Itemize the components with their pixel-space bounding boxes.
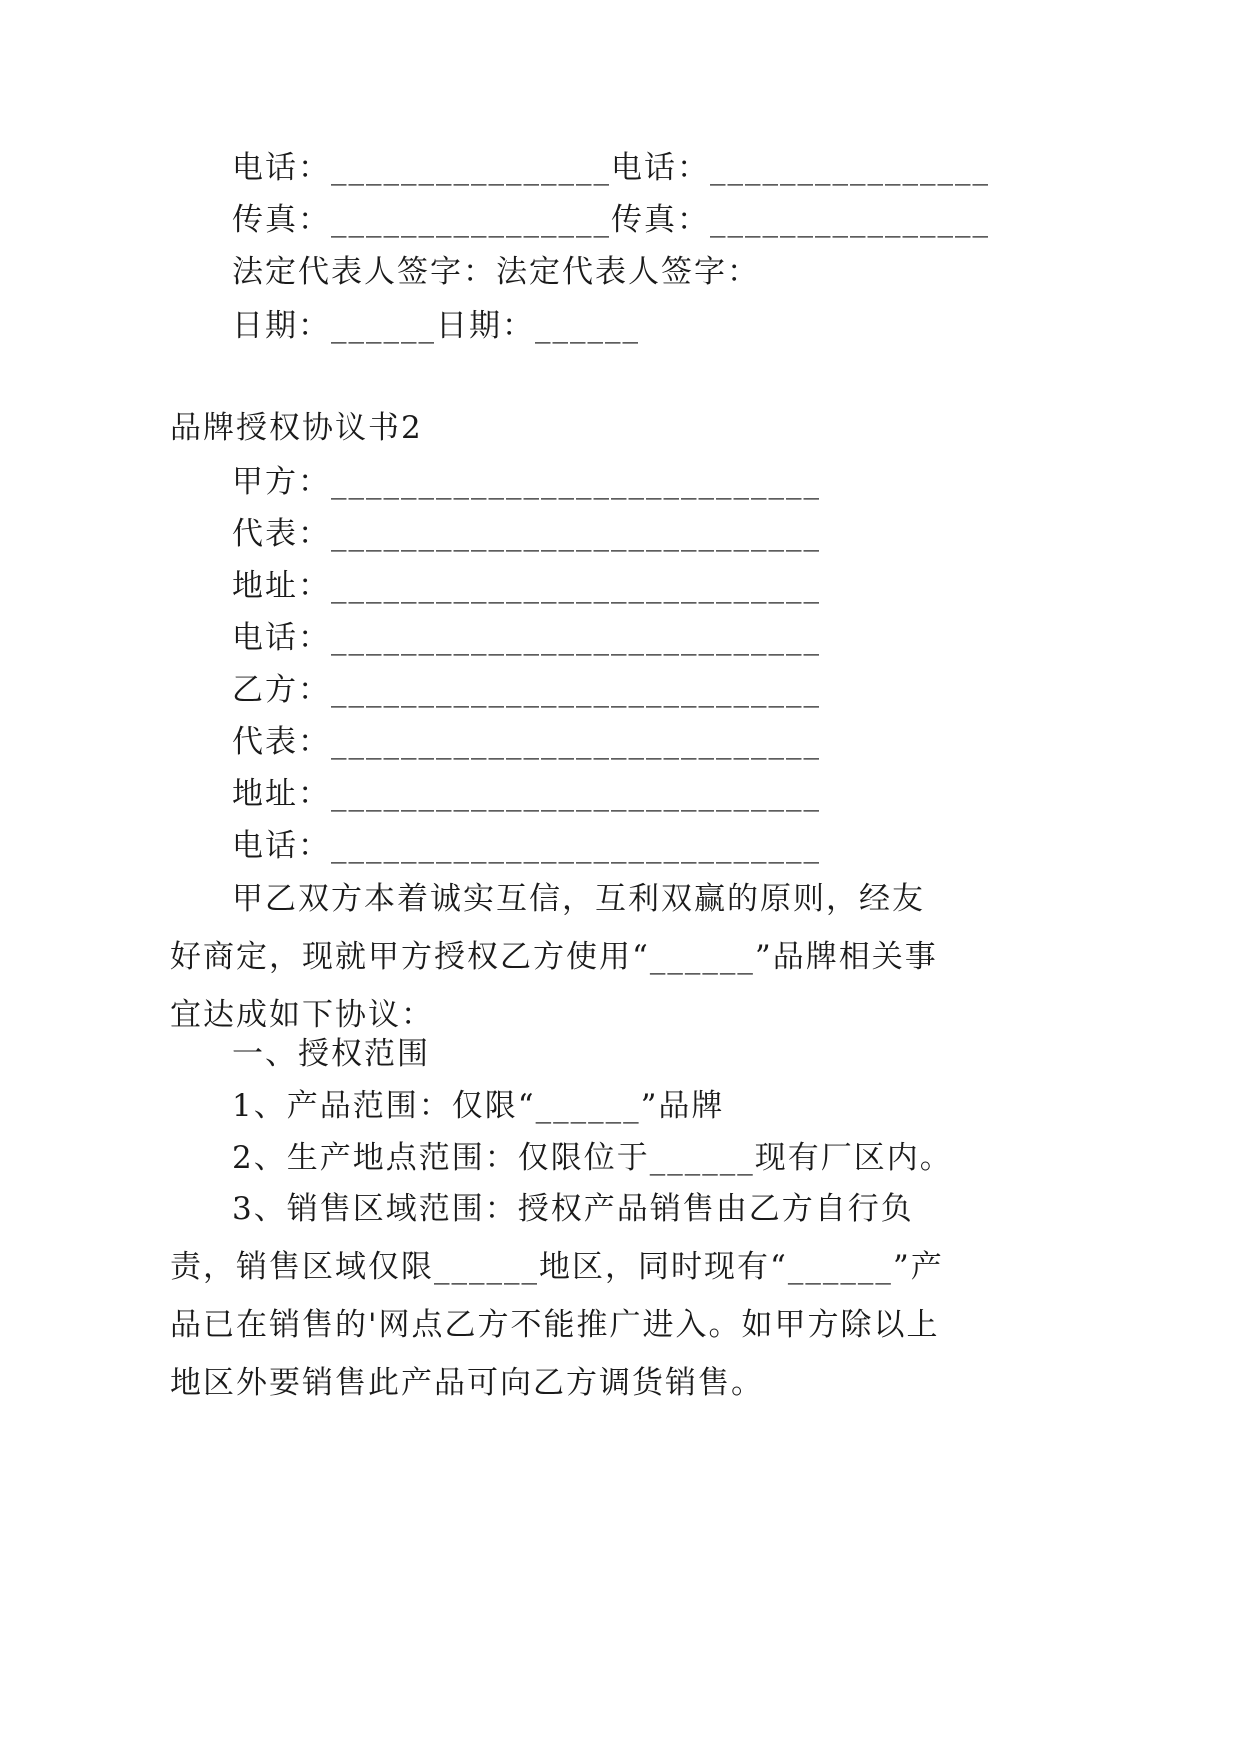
signature-date-line: 日期：______日期：______ [232,308,640,344]
item-product-scope: 1、产品范围：仅限“______”品牌 [232,1088,725,1124]
signature-legal-rep-line: 法定代表人签字：法定代表人签字： [232,254,760,290]
party-a-phone-field: 电话：____________________________ [232,620,821,656]
party-b-address-field: 地址：____________________________ [232,776,821,812]
party-a-field: 甲方：____________________________ [232,464,821,500]
party-b-field: 乙方：____________________________ [232,672,821,708]
signature-phone-line: 电话：________________电话：________________ [232,150,990,186]
heading-authorization-scope: 一、授权范围 [232,1036,430,1072]
party-a-address-field: 地址：____________________________ [232,568,821,604]
intro-paragraph: 甲乙双方本着诚实互信，互利双赢的原则，经友好商定，现就甲方授权乙方使用“______”品牌相关事宜达成如下协议： [170,881,938,1033]
party-b-phone-field: 电话：____________________________ [232,828,821,864]
item-production-location: 2、生产地点范围：仅限位于______现有厂区内。 [232,1140,953,1176]
party-a-rep-field: 代表：____________________________ [232,516,821,552]
signature-fax-line: 传真：________________传真：________________ [232,202,990,238]
item-sales-region: 3、销售区域范围：授权产品销售由乙方自行负责，销售区域仅限______地区，同时现有“______”产品已在销售的'网点乙方不能推广进入。如甲方除以上地区外要销售此产品可向乙方调货销售。 [170,1191,944,1401]
section-title: 品牌授权协议书2 [170,410,423,446]
party-b-rep-field: 代表：____________________________ [232,724,821,760]
